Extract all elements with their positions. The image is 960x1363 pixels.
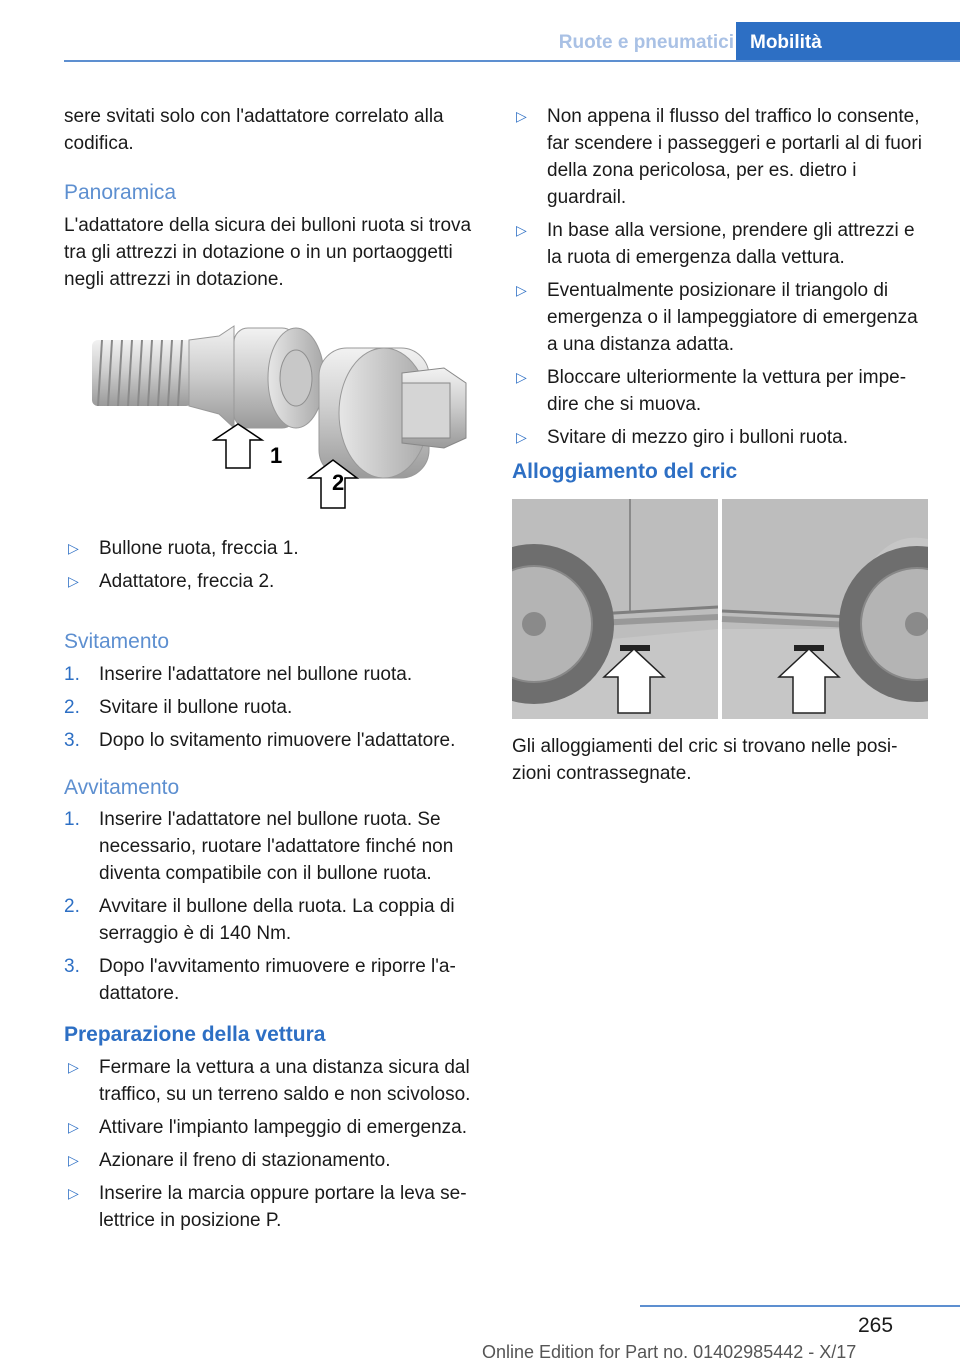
jack-point-rear-panel bbox=[722, 499, 928, 719]
header-rule bbox=[64, 60, 960, 62]
edition-note: Online Edition for Part no. 01402985442 - X/17 bbox=[482, 1342, 857, 1362]
triangle-right-outline-icon: ▷ bbox=[516, 369, 527, 385]
triangle-right-outline-icon: ▷ bbox=[516, 429, 527, 445]
cric-heading: Alloggiamento del cric bbox=[512, 460, 738, 483]
intro-text: sere svitati solo con l'adattatore correlato alla codifica. bbox=[64, 106, 444, 154]
list-item: ▷ Fermare la vettura a una distanza sicura dal traffico, su un terreno saldo e non scivoloso. bbox=[64, 1054, 480, 1108]
preparazione-heading: Preparazione della vettura bbox=[64, 1023, 326, 1046]
triangle-right-outline-icon: ▷ bbox=[68, 1059, 79, 1075]
figure-divider bbox=[718, 499, 722, 719]
triangle-right-outline-icon: ▷ bbox=[516, 222, 527, 238]
arrow-1-label: 1 bbox=[270, 443, 283, 468]
list-item: ▷ Inserire la marcia oppure portare la leva selettrice in posizione P. bbox=[64, 1180, 480, 1234]
triangle-right-outline-icon: ▷ bbox=[516, 108, 527, 124]
preparazione-list bbox=[64, 1054, 480, 1234]
panoramica-text: L'adattatore della sicura dei bulloni ruota si trova tra gli attrezzi in dotazione o in un portaoggetti negli attrezzi in dotazione. bbox=[64, 215, 472, 290]
section-tab: Ruote e pneumatici bbox=[558, 32, 734, 53]
list-item: 1. Inserire l'adattatore nel bullone ruota. Se necessario, ruotare l'adattatore finché non diventa compatibile con il bullone ruota. bbox=[64, 809, 454, 884]
figure-legend-list bbox=[64, 535, 480, 595]
triangle-right-outline-icon: ▷ bbox=[68, 573, 79, 589]
list-item: 1. Inserire l'adattatore nel bullone ruota. bbox=[64, 664, 413, 685]
svitamento-steps bbox=[64, 661, 480, 754]
list-item: ▷ Azionare il freno di stazionamento. bbox=[64, 1147, 480, 1174]
arrow-2-label: 2 bbox=[332, 470, 345, 495]
list-item: 2. Avvitare il bullone della ruota. La coppia di serraggio è di 140 Nm. bbox=[64, 896, 455, 944]
panoramica-heading: Panoramica bbox=[64, 181, 177, 204]
bolt-cone bbox=[189, 326, 234, 428]
avvitamento-steps bbox=[64, 806, 480, 1007]
list-item: ▷ In base alla versione, prendere gli attrezzi e la ruota di emergenza dalla vettura. bbox=[512, 217, 928, 271]
list-item: ▷ Attivare l'impianto lampeggio di emergenza. bbox=[64, 1114, 480, 1141]
list-item: ▷ Adattatore, freccia 2. bbox=[64, 568, 480, 595]
triangle-right-outline-icon: ▷ bbox=[68, 1185, 79, 1201]
page-header bbox=[64, 22, 960, 62]
wheel-bolt-figure bbox=[84, 318, 484, 513]
avvitamento-heading: Avvitamento bbox=[64, 776, 180, 799]
list-item: ▷ Non appena il flusso del traffico lo consente, far scendere i passeggeri e portarli al di fuori della zona pericolosa, per es. dietro i guardrail. bbox=[512, 103, 928, 211]
triangle-right-outline-icon: ▷ bbox=[516, 282, 527, 298]
list-item: 3. Dopo l'avvitamento rimuovere e riporre l'adattatore. bbox=[64, 956, 456, 1004]
list-item: ▷ Svitare di mezzo giro i bulloni ruota. bbox=[512, 424, 928, 451]
bolt-thread bbox=[92, 340, 192, 406]
chapter-tab: Mobilità bbox=[736, 22, 960, 62]
jack-points-figure bbox=[512, 499, 928, 719]
triangle-right-outline-icon: ▷ bbox=[68, 1119, 79, 1135]
safety-steps-list bbox=[512, 103, 928, 451]
page-number: 265 bbox=[858, 1314, 894, 1337]
jack-point-front-panel bbox=[512, 499, 718, 719]
triangle-right-outline-icon: ▷ bbox=[68, 1152, 79, 1168]
list-item: ▷ Eventualmente posizionare il triangolo di emergenza o il lampeggiatore di emergenza a una distanza adatta. bbox=[512, 277, 928, 358]
list-item: ▷ Bullone ruota, freccia 1. bbox=[64, 535, 480, 562]
list-item: 2. Svitare il bullone ruota. bbox=[64, 697, 293, 718]
cric-caption: Gli alloggiamenti del cric si trovano nelle posizioni contrassegnate. bbox=[512, 736, 898, 784]
list-item: 3. Dopo lo svitamento rimuovere l'adattatore. bbox=[64, 730, 456, 751]
svitamento-heading: Svitamento bbox=[64, 630, 170, 653]
triangle-right-outline-icon: ▷ bbox=[68, 540, 79, 556]
list-item: ▷ Bloccare ulteriormente la vettura per impedire che si muova. bbox=[512, 364, 928, 418]
footer-rule bbox=[640, 1305, 960, 1307]
arrow-1-icon bbox=[214, 424, 282, 468]
